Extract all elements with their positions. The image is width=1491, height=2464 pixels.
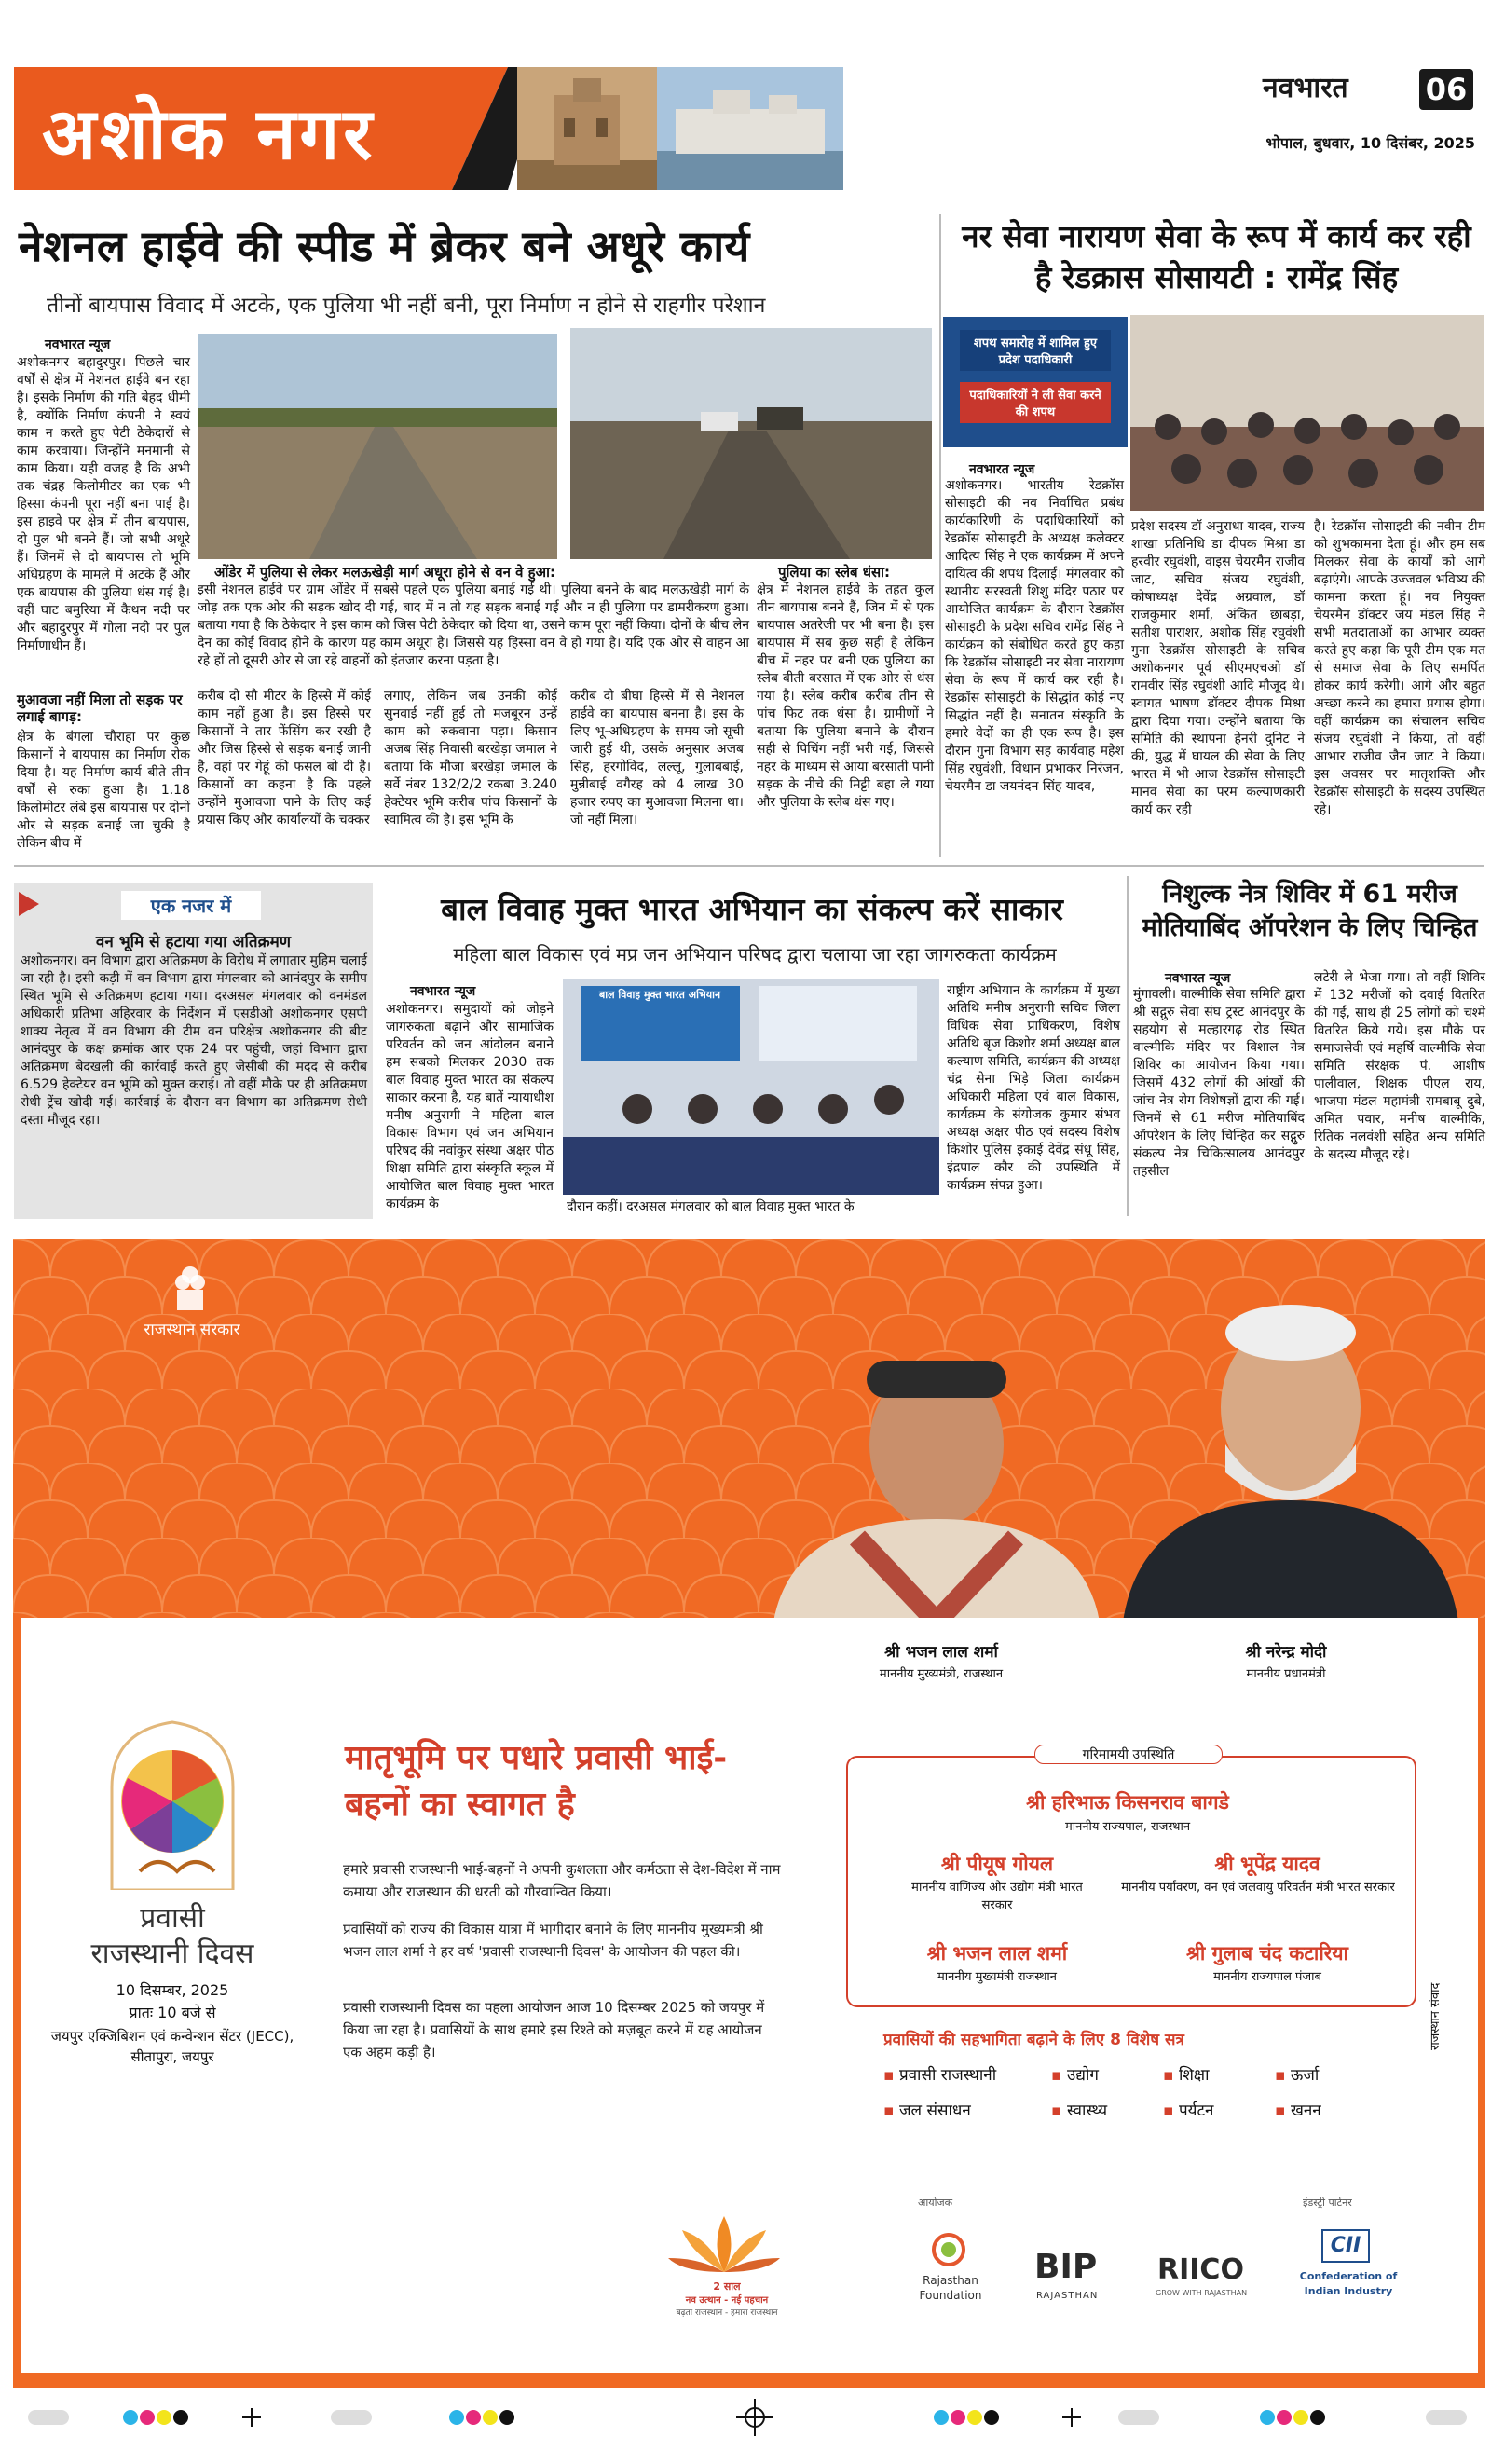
netra-col2: लटेरी ले भेजा गया। तो वहीं शिविर में 132 मरीजों को दवाई वितरित की गईं, साथ ही 25 लोगों को चश्मे वितरित किये गये। इस मौके पर समाजसेवी एवं महर्षि वाल्मीकि सेवा समिति संरक्षक पं. आशीष पालीवाल, शिक्षक पीएल राय, भाजपा मंडल महामंत्री रामबाबू दुबे, अमित पवार, मनीष वाल्मीकि, रितिक नलवंशी सहित अन्य समिति के सदस्य मौजूद रहे। — [1314, 970, 1485, 1162]
redcross-col1: अशोकनगर। भारतीय रेडक्रॉस सोसाइटी की नव निर्वाचित प्रबंध कार्यकारिणी के पदाधिकारियों को रेडक्रॉस सोसाइटी के अध्यक्ष कलेक्टर आदित्य सिंह ने एक कार्यक्रम में अपने दायित्व की शपथ दिलाई। मंगलवार को स्थानीय सरस्वती शिशु मंदिर पठार पर आयोजित कार्यक्रम के दौरान रेडक्रॉस सोसाइटी के प्रदेश सचिव रामेंद्र सिंह ने कार्यक्रम को संबोधित करते हुए कहा कि रेडक्रॉस सोसाइटी नर सेवा नारायण सेवा के रूप में कार्य कर रही है। रेडक्रॉस सोसाइटी के सिद्धांत कोई नए सिद्धांत नहीं है। सनातन संस्कृति के हमारे वेदों का ही एक रूप है। इस दौरान गुना विभाग सह कार्यवाह महेश सिंह रघुवंशी, विधान प्रभाकर निरंजन, चेयरमैन डा जयनंदन सिंह यादव, — [945, 478, 1124, 794]
print-registration-strip — [0, 2399, 1491, 2436]
masthead-photo-temple — [517, 67, 657, 190]
lead-col3: लगाए, लेकिन जब उनकी कोई सुनवाई नहीं हुई तो मजबूरन उन्हें काम को रुकवाना पड़ा। किसान अजब सिंह निवासी बरखेड़ा जमाल ने बताया कि मौजा बरखेड़ा जमाल के सर्वे नंबर 132/2/2 रकबा 3.240 हेक्टेयर भूमि करीब पांच किसानों के स्वामित्व की है। इस भूमि के — [384, 689, 557, 828]
eknazar-body: अशोकनगर। वन विभाग द्वारा अतिक्रमण के विरोध में लगातार मुहिम चलाई जा रही है। इसी कड़ी में वन विभाग द्वारा मंगलवार को आनंदपुर के समीप स्थित भूमि से अतिक्रमण हटाया गया। दरअसल मंगलवार को वनमंडल अधिकारी प्रतिभा अहिरवार के निर्देशन में एसडीओ अशोकनगर एसपी शाक्य नेतृत्व में वन विभाग की टीम वन परिक्षेत्र अशोकनगर की बीट आनंदपुर के कक्ष क्रमांक आर एफ 24 पर पहुंची, जहां विभाग द्वारा अतिक्रमण बेदखली की कार्रवाई करते हुए जेसीबी की मदद से करीब 6.529 हेक्टेयर वन भूमि को मुक्त कराई। तो वहीं मौके पर ही अतिक्रमण रोधी ट्रेंच खोदी गई। कार्रवाई के दौरान वन विभाग का अतिक्रमण रोधी दस्ता मौजूद रहा। — [21, 953, 367, 1128]
pravasi-diwas-logo — [103, 1713, 242, 1890]
eknazar-label: एक नजर में — [121, 891, 261, 920]
event-title-2: राजस्थानी दिवस — [90, 1937, 254, 1970]
session-2: ▪ उद्योग — [1051, 2066, 1099, 2085]
lead-photo-caption-1: ओंडेर में पुलिया से लेकर मलऊखेड़ी मार्ग अधूरा होने से वन वे हुआ: — [214, 564, 555, 581]
leader2-name: श्री नरेन्द्र मोदी — [1245, 1643, 1327, 1662]
balvivah-byline: नवभारत न्यूज — [410, 984, 476, 999]
section-divider-2 — [1127, 876, 1129, 1216]
lead-col4: करीब दो बीघा हिस्से में से नेशनल हाईवे का बायपास बनना है। इस के लिए भू-अधिग्रहण के समय जो सूची जारी हुई थी, उसके अनुसार अजब सिंह, हरगोविंद, लल्लू, गुलाबबाई, मुन्नीबाई वगैरह को 4 लाख 30 हजार रुपए का मुआवजा मिलना था। जो नहीं मिला। — [570, 689, 744, 828]
lead-col2: करीब दो सौ मीटर के हिस्से में कोई काम नहीं हुआ है। इस हिस्से पर किसानों ने तार फेंसिंग कर रखी है और जिस हिस्से से सड़क बनाई जानी है, वहां पर गेहूं की फसल बो दी है। किसानों का कहना है कि पहले उन्होंने मुआवजा पाने के लिए कई प्रयास किए और कार्यालयों के चक्कर — [198, 689, 371, 828]
lead-subhead: तीनों बायपास विवाद में अटके, एक पुलिया भी नहीं बनी, पूरा निर्माण न होने से राहगीर परेशान — [47, 294, 766, 318]
lotus-tagline-1: नव उत्थान - नई पहचान — [685, 2295, 769, 2306]
balvivah-headline: बाल विवाह मुक्त भारत अभियान का संकल्प करें साकार — [441, 891, 1063, 927]
lead-photo-caption-2: पुलिया का स्लेब धंसा: — [778, 564, 891, 581]
event-date: 10 दिसम्बर, 2025 — [116, 1981, 229, 1999]
redcross-box-line1: शपथ समारोह में शामिल हुए प्रदेश पदाधिकारी — [960, 330, 1111, 371]
masthead — [14, 67, 1479, 198]
session-3-label: शिक्षा — [1178, 2066, 1210, 2085]
eknazar-headline: वन भूमि से हटाया गया अतिक्रमण — [95, 933, 292, 951]
session-3: ▪ शिक्षा — [1163, 2066, 1210, 2085]
lead-divider — [939, 214, 941, 857]
guest-1-role: माननीय राज्यपाल, राजस्थान — [1064, 1820, 1191, 1834]
guest-1-name: श्री हरिभाऊ किसनराव बागडे — [1026, 1791, 1229, 1814]
session-8-label: खनन — [1290, 2101, 1321, 2120]
session-6: ▪ स्वास्थ्य — [1051, 2101, 1108, 2120]
masthead-section-title: अशोक नगर — [42, 92, 376, 175]
session-4-label: ऊर्जा — [1290, 2066, 1320, 2085]
balvivah-col1: अशोकनगर। समुदायों को जोड़ने जागरुकता बढ़ाने और सामाजिक परिवर्तन को जन आंदोलन बनाने हम सबको मिलकर 2030 तक बाल विवाह मुक्त भारत का संकल्प साकार करना है, यह बातें न्यायाधीश मनीष अनुरागी ने महिला बाल विकास विभाग एवं जन अभियान परिषद की नवांकुर संस्था अक्षर पीठ शिक्षा समिति द्वारा संस्कृति स्कूल में आयोजित बाल विवाह मुक्त भारत कार्यक्रम के — [386, 1002, 554, 1211]
rf-text-2: Foundation — [919, 2289, 982, 2302]
session-7: ▪ पर्यटन — [1163, 2101, 1214, 2120]
ad-para-1: हमारे प्रवासी राजस्थानी भाई-बहनों ने अपनी कुशलता और कर्मठता से देश-विदेश में नाम कमाया और राजस्थान की धरती को गौरवान्वित किया। — [343, 1861, 781, 1900]
page-number: 06 — [1419, 69, 1473, 110]
session-1-label: प्रवासी राजस्थानी — [898, 2066, 997, 2085]
netra-headline: निशुल्क नेत्र शिविर में 61 मरीज मोतियाबिंद ऑपरेशन के लिए चिन्हित — [1142, 880, 1478, 942]
guest-2-role: माननीय वाणिज्य और उद्योग मंत्री भारत सरकार — [911, 1881, 1083, 1912]
event-title-1: प्रवासी — [140, 1902, 205, 1935]
guest-5-name: श्री गुलाब चंद कटारिया — [1185, 1942, 1348, 1964]
leader1-name: श्री भजन लाल शर्मा — [884, 1643, 998, 1662]
netra-col1: मुंगावली। वाल्मीकि सेवा समिति द्वारा श्री सद्गुरु सेवा संघ ट्रस्ट आनंदपुर के सहयोग से मल्हारगढ़ रोड स्थित वाल्मीकि मंदिर पर विशाल नेत्र शिविर का आयोजन किया गया। जिसमें 432 लोगों की आंखों की जांच नेत्र रोग विशेषज्ञों द्वारा की गई। जिनमें से 61 मरीज मोतियाबिंद ऑपरेशन के लिए चिन्हित कर सद्गुरु संकल्प नेत्र चिकित्सालय आनंदपुर तहसील — [1133, 987, 1305, 1179]
ashoka-emblem-icon — [170, 1262, 211, 1314]
lotus-tagline-2: बढ़ता राजस्थान - हमारा राजस्थान — [676, 2308, 778, 2318]
session-5: ▪ जल संसाधन — [883, 2101, 971, 2120]
cii-logo: CII — [1321, 2229, 1370, 2263]
guests-label: गरिमामयी उपस्थिति — [1034, 1745, 1223, 1764]
guest-3-role: माननीय पर्यावरण, वन एवं जलवायु परिवर्तन मंत्री भारत सरकार — [1121, 1881, 1395, 1895]
ad-para-2: प्रवासियों को राज्य की विकास यात्रा में भागीदार बनाने के लिए माननीय मुख्यमंत्री श्री भजन लाल शर्मा ने हर वर्ष 'प्रवासी राजस्थानी दिवस' के आयोजन की पहल की। — [343, 1921, 763, 1960]
session-5-label: जल संसाधन — [898, 2101, 971, 2120]
redcross-col3: है। रेडक्रॉस सोसाइटी की नवीन टीम को शुभकामना देता हूं। और हम सब मिलकर सेवा के कार्यों को आगे बढ़ाएंगे। आपके उज्जवल भविष्य की कामना करता हूं। नव नियुक्त चेयरमैन डॉक्टर जय मंडल सिंह ने सभी मतदाताओं का आभार व्यक्त करते हुए कहा कि पूरी टीम एक मत से समाज सेवा के लिए समर्पित होकर कार्य करेगी। आगे और बहुत अच्छा करने का हमारा प्रयास होगा। वहीं कार्यक्रम का संचालन सचिव संजय रघुवंशी ने किया, तो वहीं आभार राजीव जैन जाट ने किया। इस अवसर पर मातृशक्ति और रेडक्रॉस सोसाइटी के सदस्य उपस्थित रहे। — [1314, 519, 1485, 817]
rf-text-1: Rajasthan — [923, 2274, 978, 2287]
lead-col1-subhead: मुआवजा नहीं मिला तो सड़क पर लगाई बागड़: — [17, 691, 183, 725]
paper-name: नवभारत — [1263, 72, 1348, 104]
rajasthan-foundation-logo — [930, 2231, 967, 2268]
ad-headline: मातृभूमि पर पधारे प्रवासी भाई-बहनों का स्वागत है — [345, 1739, 728, 1824]
leader1-role: माननीय मुख्यमंत्री, राजस्थान — [879, 1667, 1004, 1681]
event-time: प्रातः 10 बजे से — [129, 2004, 216, 2021]
portrait-prime-minister — [1114, 1295, 1468, 1622]
session-7-label: पर्यटन — [1178, 2101, 1214, 2120]
netra-byline: नवभारत न्यूज — [1165, 971, 1231, 986]
session-4: ▪ ऊर्जा — [1275, 2066, 1320, 2085]
riico-logo: RIICO — [1157, 2253, 1244, 2286]
session-6-label: स्वास्थ्य — [1066, 2101, 1108, 2120]
masthead-photo-palace — [657, 67, 843, 190]
partner-label: इंडस्ट्री पार्टनर — [1303, 2197, 1352, 2209]
sessions-title: प्रवासियों की सहभागिता बढ़ाने के लिए 8 विशेष सत्र — [883, 2031, 1184, 2049]
lead-col1-b: क्षेत्र के बंगला चौराहा पर कुछ किसानों ने बायपास का निर्माण रोक दिया है। यह निर्माण कार्य बीते तीन वर्षों से रुका हुआ है। 1.18 किलोमीटर लंबे इस बायपास पर दोनों ओर से सड़क बनाई जा चुकी है लेकिन बीच में — [17, 730, 190, 851]
section-divider-1 — [14, 865, 1484, 867]
lotus-years: 2 साल — [713, 2280, 741, 2293]
organiser-label: आयोजक — [918, 2197, 953, 2209]
cii-sub-1: Confederation of — [1299, 2270, 1398, 2282]
redcross-box — [943, 317, 1128, 447]
lead-headline: नेशनल हाईवे की स्पीड में ब्रेकर बने अधूरे कार्य — [19, 221, 750, 271]
guest-4-role: माननीय मुख्यमंत्री राजस्थान — [937, 1970, 1057, 1984]
redcross-headline: नर सेवा नारायण सेवा के रूप में कार्य कर रही है रेडक्रास सोसायटी : रामेंद्र सिंह — [962, 218, 1471, 295]
balvivah-photo-caption: दौरान कहीं। दरअसल मंगलवार को बाल विवाह मुक्त भारत के — [567, 1199, 855, 1214]
session-2-label: उद्योग — [1066, 2066, 1099, 2085]
event-venue: जयपुर एक्जिबिशन एवं कन्वेन्शन सेंटर (JECC), सीतापुरा, जयपुर — [50, 2028, 294, 2065]
ad-govt-label: राजस्थान सरकार — [144, 1321, 240, 1339]
dateline: भोपाल, बुधवार, 10 दिसंबर, 2025 — [1265, 134, 1475, 152]
bip-logo: BIP — [1034, 2248, 1098, 2286]
balvivah-col2: राष्ट्रीय अभियान के कार्यक्रम में मुख्य अतिथि मनीष अनुरागी सचिव जिला विधिक सेवा प्राधिकरण, विशेष अतिथि बृज किशोर शर्मा अध्यक्ष बाल कल्याण समिति, कार्यक्रम की अध्यक्ष चंद्र सेना भिड़े जिला कार्यक्रम अधिकारी महिला एवं बाल विकास, कार्यक्रम के संयोजक कुमार संभव अध्यक्ष अक्षर पीठ एवं सदस्य विशेष किशोर पुलिस इकाई देवेंद्र संधू सिंह, इंद्रपाल कौर की उपस्थिति में कार्यक्रम संपन्न हुआ। — [947, 983, 1120, 1193]
guest-2-name: श्री पीयूष गोयल — [940, 1853, 1054, 1875]
redcross-photo — [1130, 315, 1484, 511]
lead-col5: क्षेत्र में नेशनल हाईवे के तहत कुल तीन बायपास बनने हैं, जिन में से एक बायपास अतरेजी पर भी बना है। इस बायपास में सब कुछ सही है लेकिन बीच में नहर पर बनी एक पुलिया का स्लेब बीती बरसात में एक ओर से धंस गया है। स्लेब करीब करीब तीन से पांच फिट तक धंसा है। ग्रामीणों ने बताया कि पुलिया बनाने के दौरान सही से पिचिंग नहीं भरी गई, जिससे नहर के माध्यम से आया बरसाती पानी सड़क के नीचे की मिट्टी बहा ले गया और पुलिया के स्लेब धंस गए। — [757, 582, 934, 810]
portrait-chief-minister — [755, 1342, 1118, 1622]
highway-photo-1 — [198, 334, 557, 559]
leader2-role: माननीय प्रधानमंत्री — [1246, 1667, 1326, 1681]
redcross-byline: नवभारत न्यूज — [969, 462, 1035, 477]
guest-5-role: माननीय राज्यपाल पंजाब — [1213, 1970, 1321, 1984]
balvivah-banner-text: बाल विवाह मुक्त भारत अभियान — [598, 989, 721, 1001]
highway-photo-2 — [570, 328, 932, 559]
guest-3-name: श्री भूपेंद्र यादव — [1214, 1853, 1320, 1875]
cii-sub-2: Indian Industry — [1304, 2285, 1393, 2297]
balvivah-photo — [563, 979, 939, 1195]
session-1: ▪ प्रवासी राजस्थानी — [883, 2066, 997, 2085]
lotus-logo — [663, 2207, 785, 2281]
lead-col1-a: अशोकनगर बहादुरपुर। पिछले चार वर्षों से क्षेत्र में नेशनल हाईवे बन रहा है। इसके निर्माण की गति बेहद धीमी है, क्योंकि निर्माण कंपनी ने स्वयं काम न करते हुए पेटी ठेकेदारों से काम करवाया। जिन्होंने मनमानी से काम किया। यही वजह है कि अभी तक चंद्रह किलोमीटर का एक भी हिस्सा कंपनी पूरा नहीं बना पाई है। इस हाइवे पर क्षेत्र में तीन बायपास, दो पुल भी बनने हैं। जो सभी अधूरे हैं। जिनमें से दो बायपास तो भूमि अधिग्रहण के मामले में अटके हैं और एक बायपास की पुलिया धंस गई है। वहीं घाट बमुरिया में कैथन नदी पर और बहादुरपुर में गोला नदी पर पुल निर्माणाधीन हैं। — [17, 355, 190, 653]
riico-sub: GROW WITH RAJASTHAN — [1156, 2289, 1248, 2297]
session-8: ▪ खनन — [1275, 2101, 1321, 2120]
redcross-col2: प्रदेश सदस्य डॉ अनुराधा यादव, राज्य शाखा प्रतिनिधि डा दीपक मिश्रा डा हरवीर रघुवंशी, वाइस चेयरमैन राजीव जाट, सचिव संजय रघुवंशी, कोषाध्यक्ष देवेंद्र अग्रवाल, डॉ राजकुमार शर्मा, अंकित छाबड़ा, सतीश पाराशर, अशोक सिंह रघुवंशी गुना रेडक्रॉस सोसाइटी के सचिव अशोकनगर पूर्व सीएमएचओ डॉ रामवीर सिंह रघुवंशी आदि मौजूद थे। स्वागत भाषण डॉक्टर दीपक मिश्रा द्वारा दिया गया। उन्होंने बताया कि समिति की स्थापना हेनरी दुनिट ने की, युद्ध में घायल की सेवा के लिए भारत में भी आज रेडक्रॉस सोसाइटी मानव सेवा का परम कल्याणकारी कार्य कर रही — [1131, 519, 1305, 817]
eknazar-arrow-icon — [17, 890, 41, 918]
ad-para-3: प्रवासी राजस्थानी दिवस का पहला आयोजन आज 10 दिसम्बर 2025 को जयपुर में किया जा रहा है। प्रवासियों के साथ हमारे इस रिश्ते को मज़बूत करने में यह आयोजन एक अहम कड़ी है। — [343, 1999, 765, 2060]
balvivah-subhead: महिला बाल विकास एवं मप्र जन अभियान परिषद द्वारा चलाया जा रहा जागरुकता कार्यक्रम — [453, 943, 1057, 965]
guest-4-name: श्री भजन लाल शर्मा — [926, 1942, 1068, 1964]
side-credit: राजस्थान संवाद — [1429, 1982, 1443, 2050]
bip-sub: RAJASTHAN — [1036, 2291, 1099, 2301]
redcross-box-line2: पदाधिकारियों ने ली सेवा करने की शपथ — [960, 382, 1111, 423]
lead-byline: नवभारत न्यूज — [45, 337, 111, 352]
lead-text-under-photo: इसी नेशनल हाईवे पर ग्राम ओंडेर में सबसे पहले एक पुलिया बनाई गई थी। पुलिया बनने के बाद मलऊखेड़ी मार्ग के जोड़ तक एक ओर की सड़क खोद दी गई, बाद में न तो यह सड़क बनाई गई और न ही पुलिया पर डामरीकरण हुआ। बताया गया है कि ठेकेदार ने इस काम को जिस पेटी ठेकेदार को दिया था, उसने काम पूरा नहीं किया। दोनों के बीच लेन देन का कोई विवाद होने के कारण यह काम अधूरा है। जिससे यह हिस्सा वन वे हो गया है। यदि एक ओर से वाहन आ रहे हों तो दूसरी ओर से जा रहे वाहनों को इंतजार करना पड़ता है। — [198, 582, 749, 668]
